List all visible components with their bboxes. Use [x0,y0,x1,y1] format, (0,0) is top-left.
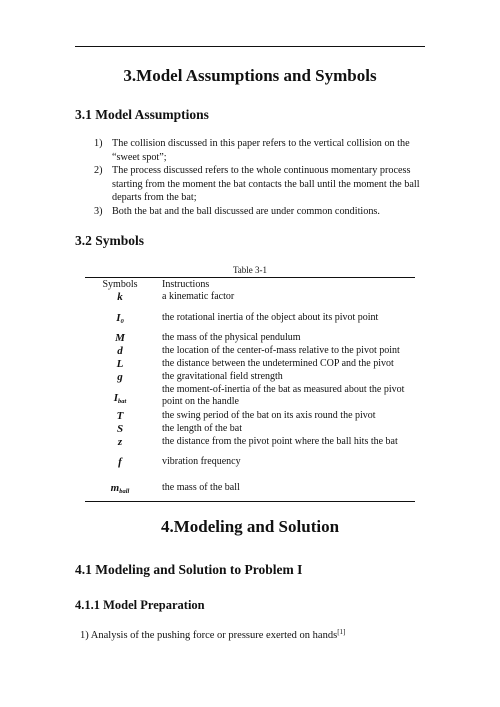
symbol-cell: g [117,371,123,383]
symbol-cell: $I_0$ [116,312,124,325]
section-4-1-title: 4.1 Modeling and Solution to Problem I [75,562,303,577]
instruction-cell: the rotational inertia of the object about its pivot point [162,312,379,323]
symbol-cell: k [117,291,123,303]
list-number: 1) [94,138,103,149]
list-item [94,205,434,219]
list-number: 3) [94,205,103,217]
instruction-cell: vibration frequency [162,456,241,467]
symbol-cell: S [116,423,124,435]
instructions-header: Instructions [162,279,210,290]
instruction-cell: the location of the center-of-mass relative to the pivot point [162,345,400,356]
table-caption: Table 3-1 [232,265,268,275]
list-text: Both the bat and the ball discussed are under common conditions. [112,205,380,217]
list-text: The collision discussed in this paper refers to the vertical collision on the “sweet spot”; [112,138,410,163]
instruction-cell: the swing period of the bat on its axis round the pivot [162,410,376,421]
list-text: The process discussed refers to the whole continuous momentary process starting from the moment the bat contacts the ball until the moment the ball departs from the bat; [112,165,420,204]
instruction-cell: the moment-of-inertia of the bat as measured about the pivot point on the handle [162,384,405,408]
list-item [94,137,434,164]
symbol-cell: M [115,332,125,344]
section-3-1-title: 3.1 Model Assumptions [75,107,209,122]
paragraph-1: 1) Analysis of the pushing force or pressure exerted on hands[1] [80,628,346,641]
symbols-header: Symbols [102,279,138,290]
table-top-rule [85,277,415,278]
instruction-cell: the length of the bat [162,423,242,434]
symbol-cell: f [118,456,122,468]
instruction-cell: a kinematic factor [162,291,235,302]
symbol-cell: T [116,410,124,422]
instruction-cell: the mass of the ball [162,482,240,493]
section-4-title: 4.Modeling and Solution [160,517,340,536]
section-3-title: 3.Model Assumptions and Symbols [123,66,377,85]
section-4-1-1-title: 4.1.1 Model Preparation [75,598,205,612]
symbol-cell: $m_{ball}$ [110,482,130,495]
section-3-2-title: 3.2 Symbols [75,233,145,248]
symbol-cell: $I_{bat}$ [113,392,127,405]
symbol-cell: d [117,345,123,357]
header-rule [75,46,425,47]
symbol-cell: z [117,436,123,448]
assumption-list [94,137,434,219]
table-bottom-rule [85,501,415,502]
symbol-cell: L [116,358,124,370]
citation-ref[interactable]: [1] [337,628,346,636]
instruction-cell: the distance from the pivot point where the ball hits the bat [162,436,398,447]
list-item [94,164,434,205]
instruction-cell: the mass of the physical pendulum [162,332,301,343]
instruction-cell: the distance between the undetermined COP and the pivot [162,358,394,369]
instruction-cell: the gravitational field strength [162,371,283,382]
list-number: 2) [94,165,103,177]
